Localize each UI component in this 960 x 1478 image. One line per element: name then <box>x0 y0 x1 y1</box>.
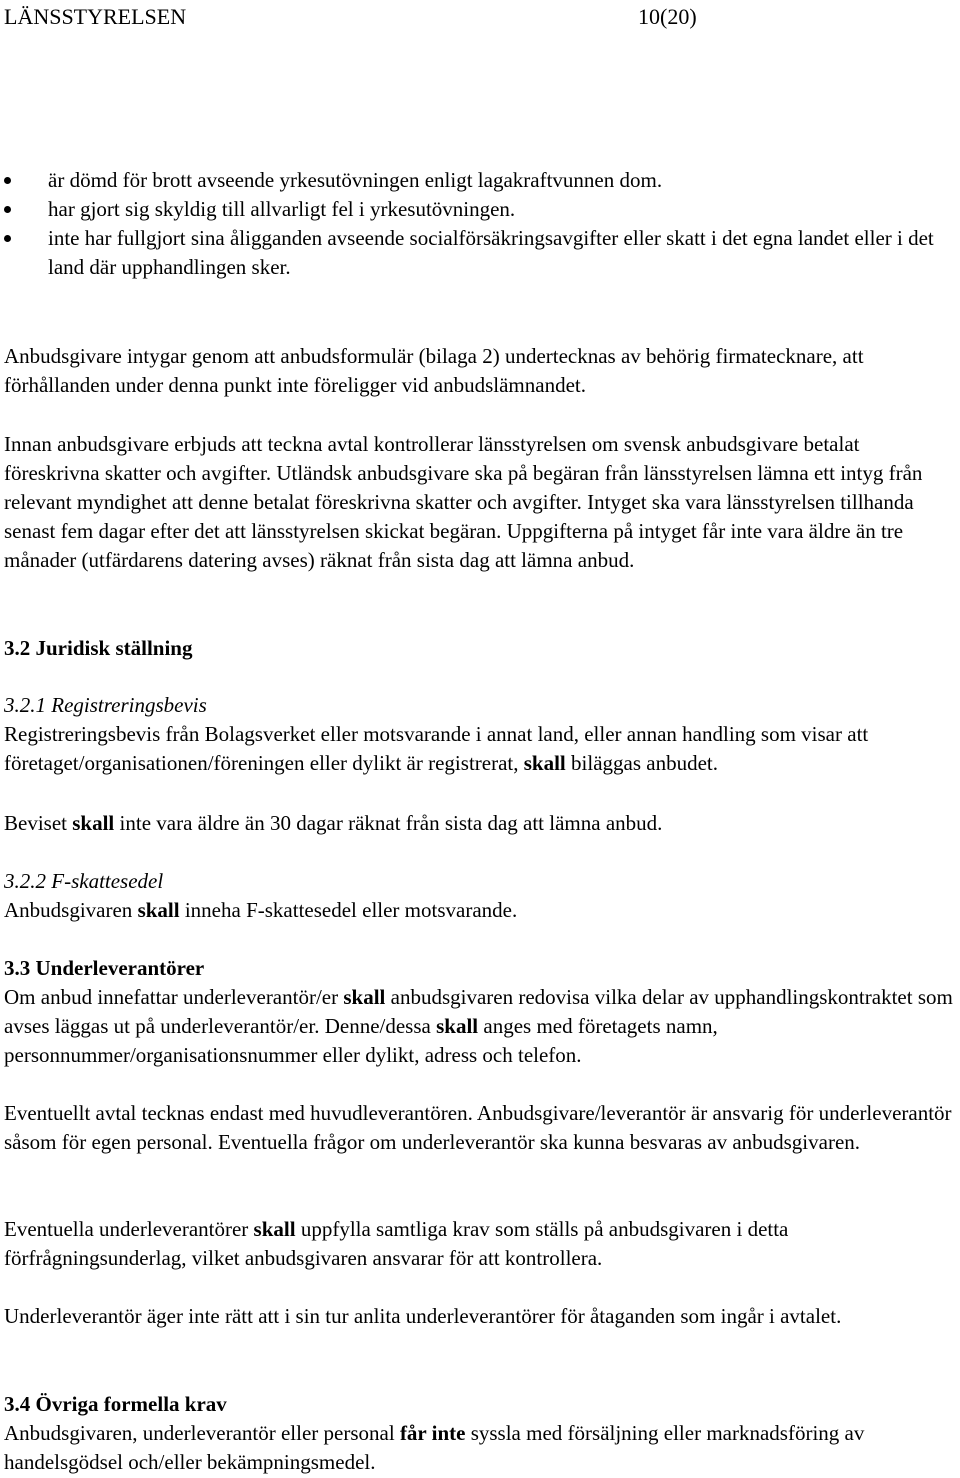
paragraph-huvudleverantor: Eventuellt avtal tecknas endast med huvudleverantören. Anbudsgivare/leverantör är ansvarig för underleverantör såsom för egen personal. Eventuella frågor om underleverantör ska kunna besvaras av anbudsgivaren. <box>4 1101 952 1154</box>
heading-registreringsbevis: 3.2.1 Registreringsbevis <box>4 693 207 717</box>
page-number: 10(20) <box>638 4 697 29</box>
paragraph-underleverantor-anlita: Underleverantör äger inte rätt att i sin tur anlita underleverantörer för åtaganden som ingår i avtalet. <box>4 1304 842 1328</box>
organization-name: LÄNSSTYRELSEN <box>4 4 187 29</box>
exclusion-bullet-list <box>4 166 960 282</box>
bullet-icon <box>4 206 11 213</box>
list-item: har gjort sig skyldig till allvarligt fel i yrkesutövningen. <box>4 195 960 224</box>
paragraph-beviset: Beviset skall inte vara äldre än 30 dagar räknat från sista dag att lämna anbud. <box>4 811 663 835</box>
heading-juridisk-stallning: 3.2 Juridisk ställning <box>4 636 193 660</box>
paragraph-registreringsbevis: Registreringsbevis från Bolagsverket eller motsvarande i annat land, eller annan handling som visar att företaget/organisationen/föreningen eller dylikt är registrerat, skall biläggas anbudet. <box>4 722 869 775</box>
paragraph-ovriga-krav: Anbudsgivaren, underleverantör eller personal får inte syssla med försäljning eller marknadsföring av handelsgödsel och/eller bekämpningsmedel. <box>4 1421 865 1474</box>
paragraph-f-skattesedel: Anbudsgivaren skall inneha F-skattesedel eller motsvarande. <box>4 898 518 922</box>
list-item: är dömd för brott avseende yrkesutövningen enligt lagakraftvunnen dom. <box>4 166 960 195</box>
heading-f-skattesedel: 3.2.2 F-skattesedel <box>4 869 164 893</box>
paragraph-skattekontroll: Innan anbudsgivare erbjuds att teckna avtal kontrollerar länsstyrelsen om svensk anbudsgivare betalat föreskrivna skatter och avgifter. Utländsk anbudsgivare ska på begäran från länsstyrelsen lämna ett intyg från relevant myndighet att denne betalat föreskrivna skatter och avgifter. Intyget ska vara länsstyrelsen tillhanda senast fem dagar efter det att länsstyrelsen skickat begäran. Uppgifterna på intyget får inte vara äldre än tre månader (utfärdarens datering avses) räknat från sista dag att lämna anbud. <box>4 432 923 572</box>
heading-underleverantorer: 3.3 Underleverantörer <box>4 956 205 980</box>
paragraph-underleverantor-redovisning: Om anbud innefattar underleverantör/er skall anbudsgivaren redovisa vilka delar av upphandlingskontraktet som avses läggas ut på underleverantör/er. Denne/dessa skall anges med företagets namn, personnummer/organisationsnummer eller dylikt, adress och telefon. <box>4 985 953 1067</box>
bullet-icon <box>4 177 11 184</box>
list-item: inte har fullgjort sina åligganden avseende socialförsäkringsavgifter eller skatt i det egna landet eller i det land där upphandlingen sker. <box>4 224 960 282</box>
page-header <box>4 2 960 32</box>
paragraph-underleverantor-krav: Eventuella underleverantörer skall uppfylla samtliga krav som ställs på anbudsgivaren i detta förfrågningsunderlag, vilket anbudsgivaren ansvarar för att kontrollera. <box>4 1217 789 1270</box>
paragraph-intyg: Anbudsgivare intygar genom att anbudsformulär (bilaga 2) undertecknas av behörig firmatecknare, att förhållanden under denna punkt inte föreligger vid anbudslämnandet. <box>4 344 864 397</box>
heading-ovriga-formella-krav: 3.4 Övriga formella krav <box>4 1392 227 1416</box>
bullet-icon <box>4 235 11 242</box>
